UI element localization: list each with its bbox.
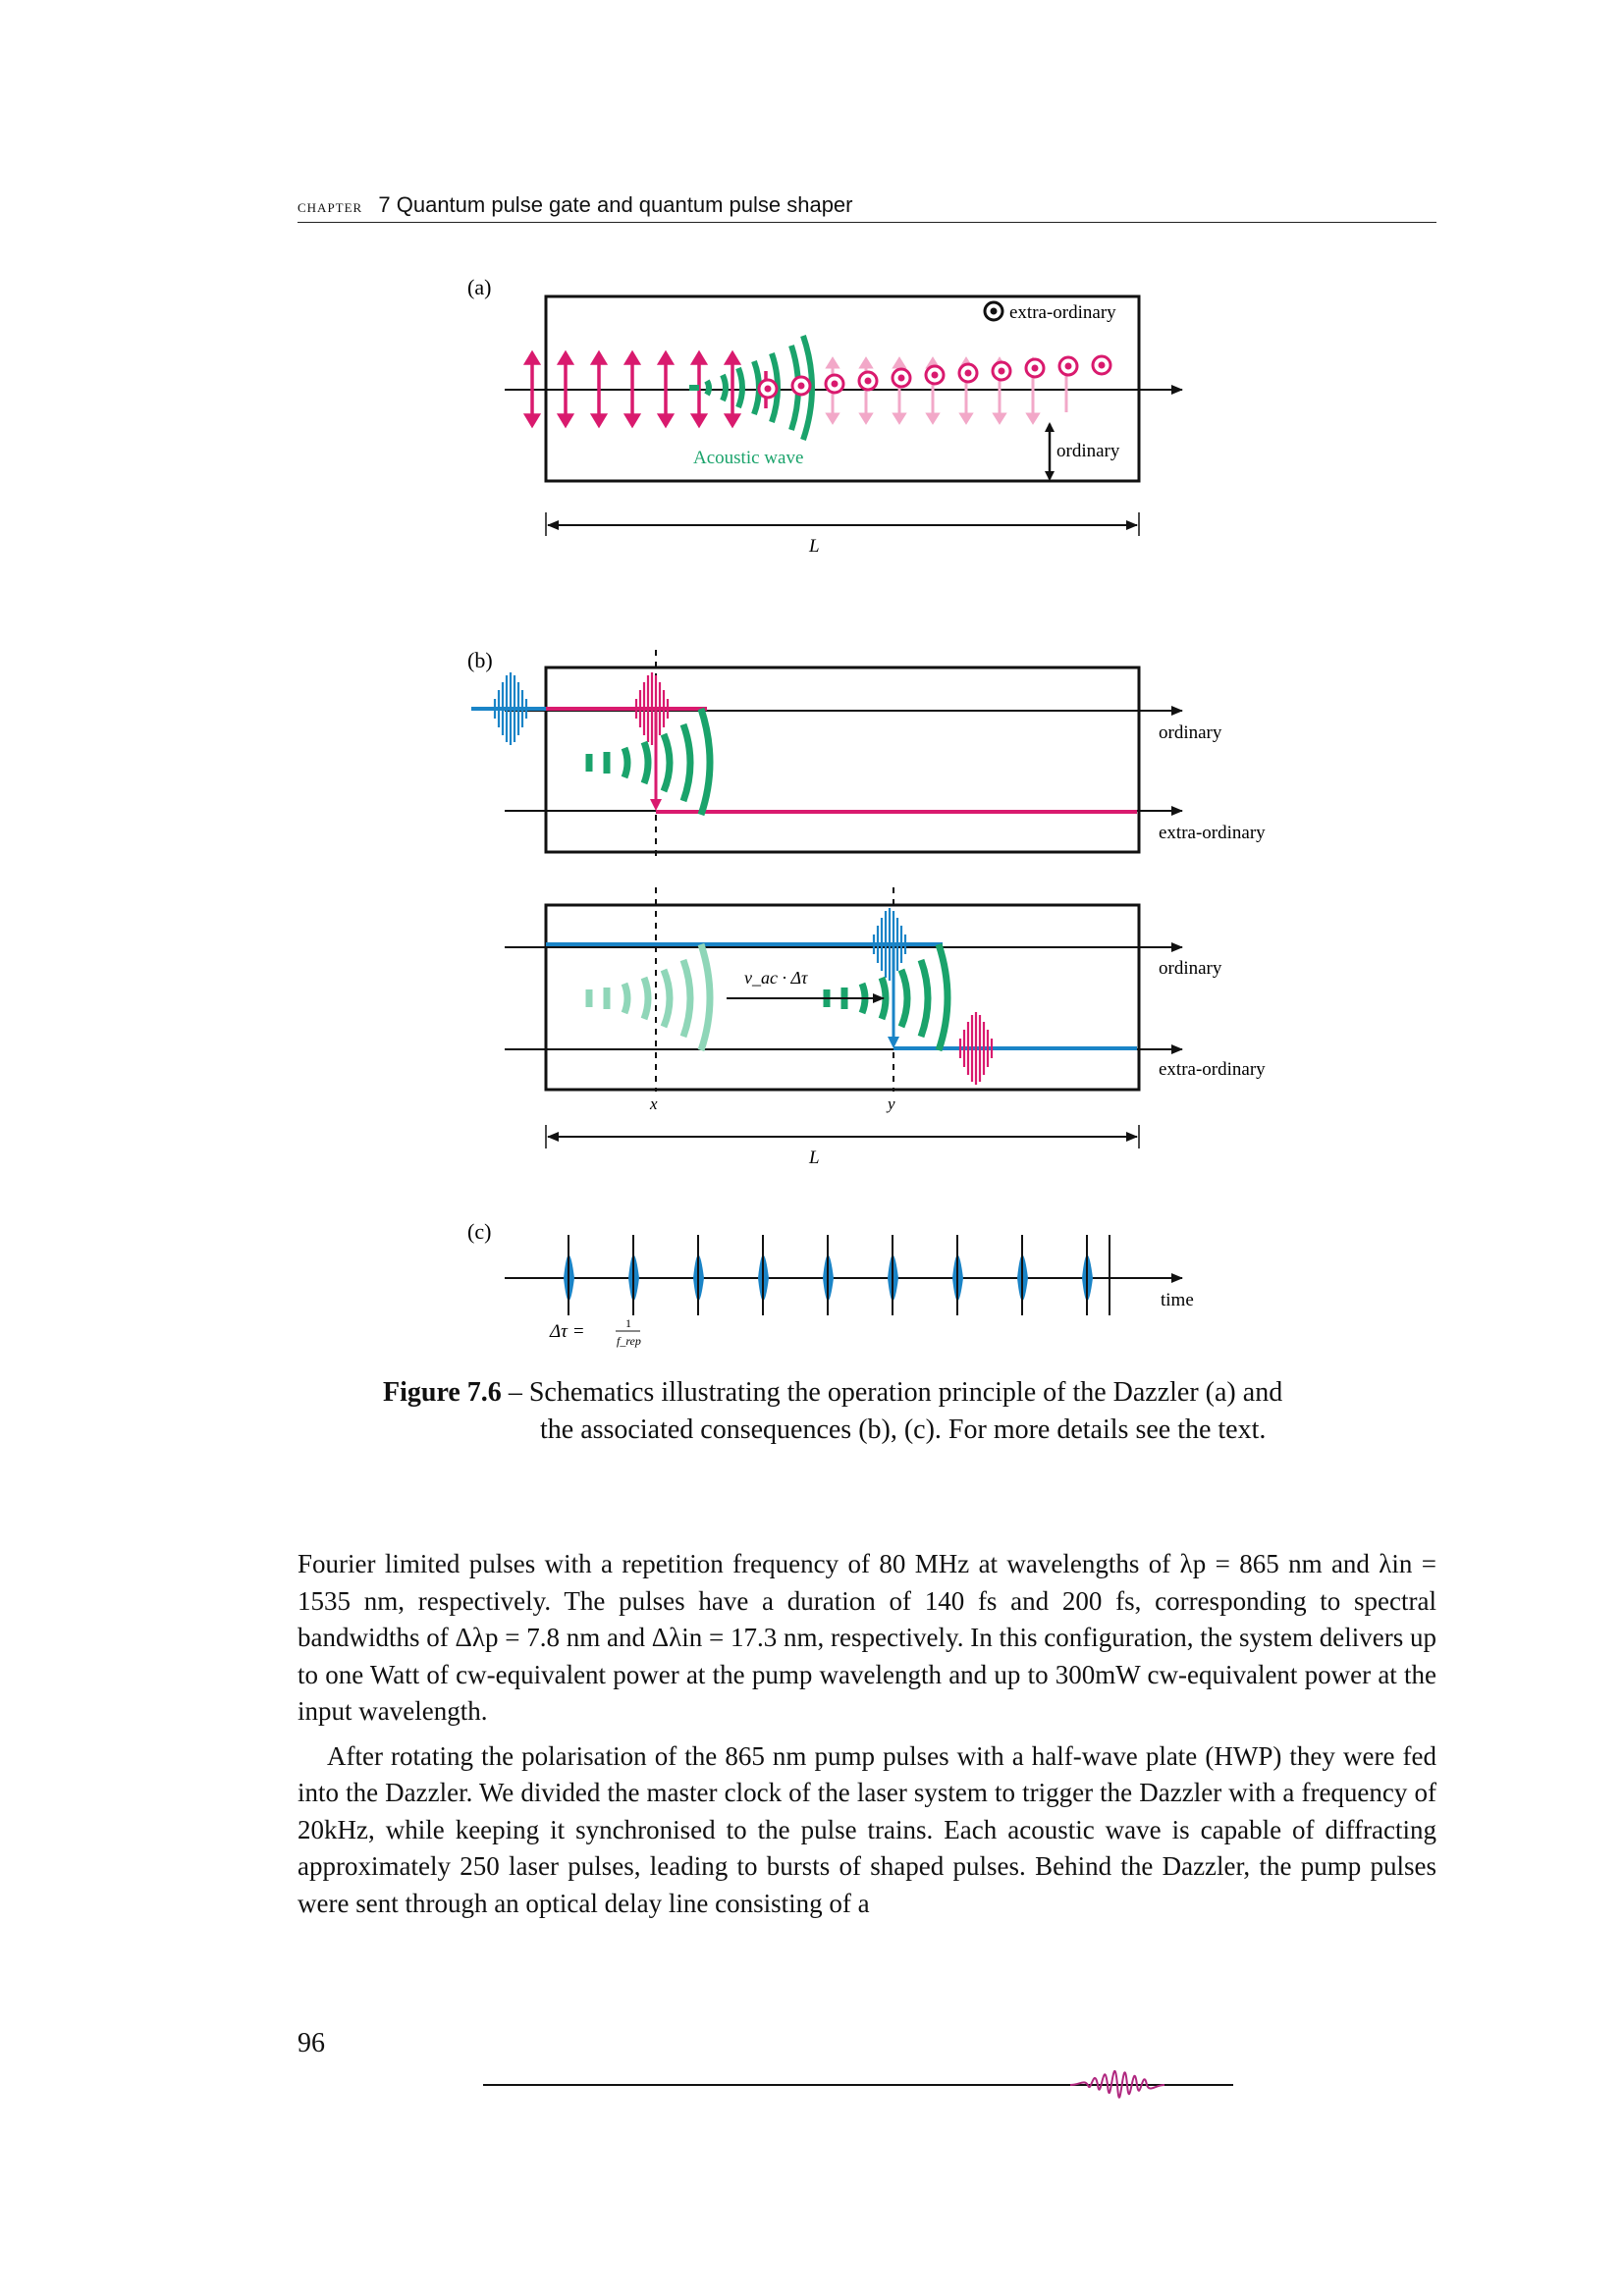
delta-tau-label: Δτ = [550, 1321, 585, 1342]
extraordinary-label-b1: extra-ordinary [1159, 823, 1266, 843]
caption-line-2: the associated consequences (b), (c). For more details see the text. [540, 1415, 1267, 1445]
caption-dash: – [501, 1377, 529, 1408]
x-position-label: x [650, 1095, 658, 1113]
footer-pulse-icon [1070, 2071, 1164, 2098]
legend-ordinary-text: ordinary [1056, 441, 1120, 461]
paragraph-1: Fourier limited pulses with a repetition frequency of 80 MHz at wavelengths of λp = 865 nm and λin = 1535 nm, respectively. The pulses have a duration of 140 fs and 200 fs, corresponding to spectral bandwidths of Δλp = 7.8 nm and Δλin = 17.3 nm, respectively. In this configuration, the system delivers up to one Watt of cw-equivalent power at the pump wavelength and up to 300mW cw-equivalent power at the input wavelength. [298, 1549, 1436, 1726]
chapter-number: 7 [378, 192, 391, 217]
legend-extraordinary-text: extra-ordinary [1009, 302, 1116, 323]
caption-line-1: Schematics illustrating the operation principle of the Dazzler (a) and [528, 1377, 1283, 1408]
ordinary-label-b2: ordinary [1159, 958, 1222, 979]
chapter-word: chapter [298, 196, 363, 217]
body-text [298, 1546, 1436, 1922]
figure-caption [383, 1374, 1365, 1449]
pink-pulse-b [636, 672, 668, 745]
caption-label: Figure 7.6 [383, 1377, 502, 1408]
y-position-label: y [888, 1095, 895, 1113]
acoustic-wave-b [589, 709, 710, 815]
velocity-label: v_ac · Δτ [744, 968, 808, 988]
blue-pulse-b2 [874, 908, 905, 981]
chapter-title: Quantum pulse gate and quantum pulse shaper [396, 192, 853, 217]
page-number: 96 [298, 2028, 325, 2058]
length-label-b: L [809, 1148, 820, 1168]
paragraph-2: After rotating the polarisation of the 865 nm pump pulses with a half-wave plate (HWP) they were fed into the Dazzler. We divided the master clock of the laser system to trigger the Dazzler with a frequency of 20kHz, while keeping it synchronised to the pulse trains. Each acoustic wave is capable of diffracting approximately 250 laser pulses, leading to bursts of shaped pulses. Behind the Dazzler, the pump pulses were sent through an optical delay line consisting of a [298, 1740, 1436, 1918]
length-label-a: L [809, 536, 820, 557]
frac-denominator: f_rep [617, 1334, 641, 1348]
blue-input-pulse-b [495, 672, 526, 745]
panel-b-label: (b) [467, 648, 493, 672]
extraordinary-label-b2: extra-ordinary [1159, 1059, 1266, 1080]
acoustic-wave-label: Acoustic wave [693, 448, 804, 468]
pink-pulse-b2 [960, 1012, 992, 1085]
faded-acoustic-wave-b2 [589, 944, 710, 1050]
panel-c-label: (c) [467, 1219, 492, 1244]
panel-a-label: (a) [467, 275, 492, 299]
ordinary-label-b1: ordinary [1159, 722, 1222, 743]
crystal-b-top [546, 667, 1139, 852]
frac-numerator: 1 [625, 1316, 631, 1330]
pulse-markers [568, 1235, 1110, 1315]
time-label: time [1161, 1290, 1194, 1310]
